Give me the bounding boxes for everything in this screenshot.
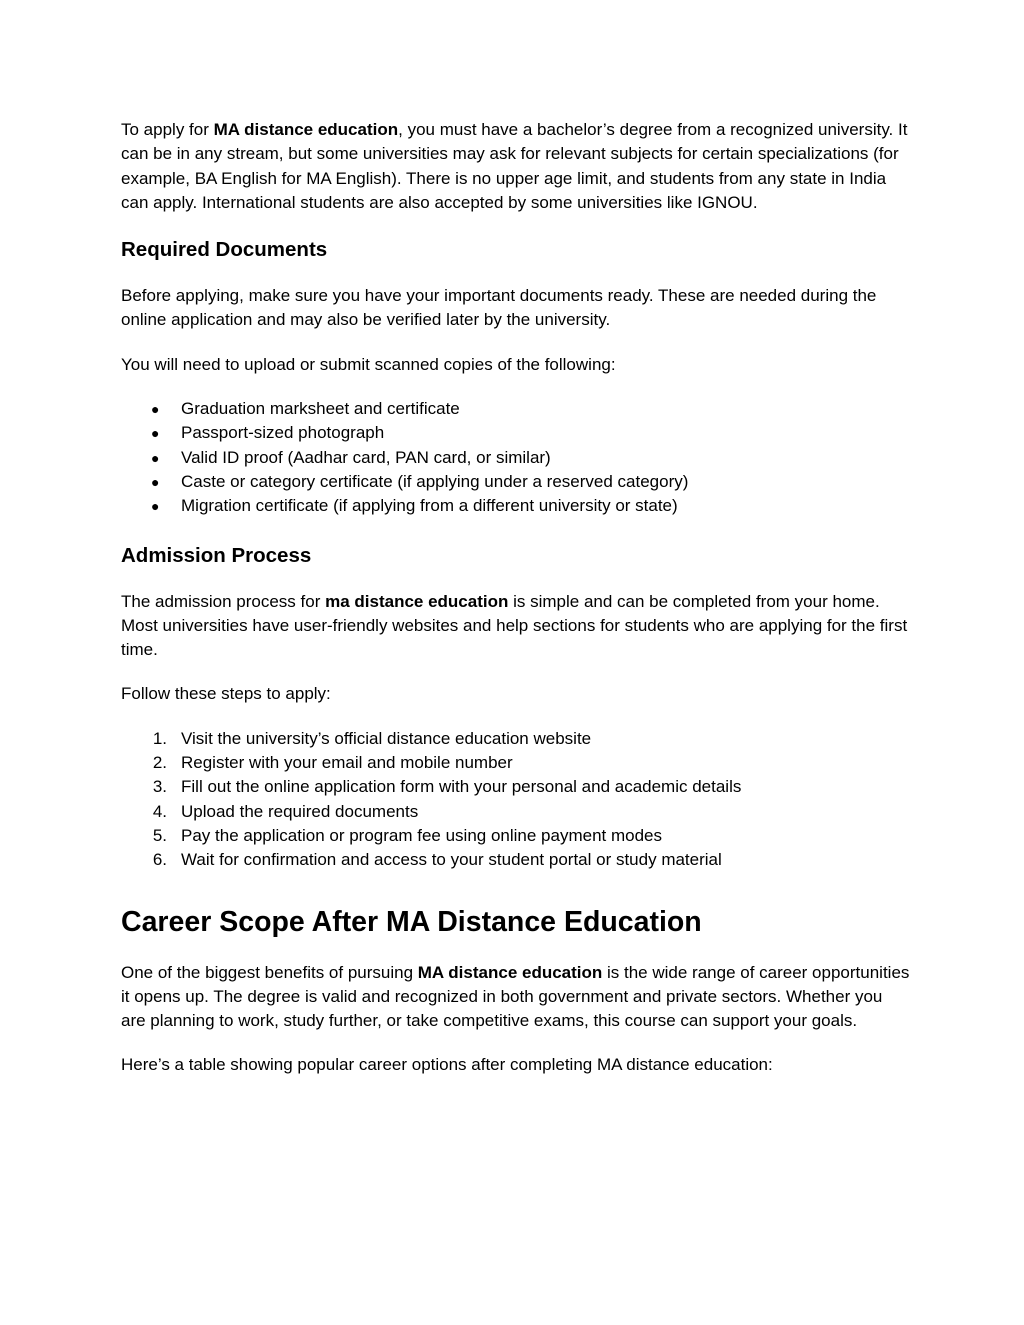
- list-item-text: Graduation marksheet and certificate: [181, 399, 460, 419]
- list-item: [121, 800, 911, 824]
- list-item: [121, 848, 911, 872]
- career-text-1: One of the biggest benefits of pursuing: [121, 962, 418, 982]
- list-item: [121, 775, 911, 799]
- steps-intro: Follow these steps to apply:: [121, 684, 331, 704]
- career-scope-heading: Career Scope After MA Distance Education: [121, 905, 702, 938]
- admission-process-heading: Admission Process: [121, 543, 312, 567]
- career-bold-term: MA distance education: [417, 962, 603, 982]
- bullet-icon: ●: [151, 473, 160, 490]
- list-item: [121, 421, 911, 445]
- career-paragraph: [121, 961, 911, 1034]
- admission-bold-term: ma distance education: [325, 591, 509, 611]
- documents-list-intro: You will need to upload or submit scanned copies of the following:: [121, 354, 616, 374]
- step-number: 4.: [152, 801, 167, 821]
- step-text: Fill out the online application form with your personal and academic details: [181, 777, 742, 797]
- intro-text-2: , you must have a bachelor’s degree from a recognized university. It can be in any stream, but some universities may ask for relevant subjects for certain specializations (for example, BA English for MA English). There is no upper age limit, and students from any state in India can apply. International students are also accepted by some universities like IGNOU.: [121, 120, 908, 212]
- list-item-text: Passport-sized photograph: [181, 423, 385, 443]
- admission-text-1: The admission process for: [121, 591, 326, 611]
- bullet-icon: ●: [151, 449, 160, 466]
- step-text: Wait for confirmation and access to your student portal or study material: [181, 850, 722, 870]
- documents-list: [121, 397, 911, 518]
- list-item-text: Caste or category certificate (if applying under a reserved category): [181, 471, 689, 491]
- step-number: 2.: [152, 753, 167, 773]
- list-item: [121, 470, 911, 494]
- documents-paragraph: Before applying, make sure you have your important documents ready. These are needed during the online application and may also be verified later by the university.: [121, 286, 877, 330]
- list-item: [121, 494, 911, 518]
- career-table-intro: Here’s a table showing popular career options after completing MA distance education:: [121, 1055, 773, 1075]
- admission-text-2: is simple and can be completed from your home. Most universities have user-friendly websites and help sections for students who are applying for the first time.: [121, 591, 908, 660]
- list-item: [121, 397, 911, 421]
- step-text: Pay the application or program fee using online payment modes: [181, 825, 663, 845]
- intro-paragraph: [121, 118, 911, 215]
- step-text: Register with your email and mobile number: [181, 753, 513, 773]
- step-number: 3.: [152, 777, 167, 797]
- list-item: [121, 824, 911, 848]
- admission-paragraph: [121, 590, 911, 663]
- bullet-icon: ●: [151, 425, 160, 442]
- intro-bold-term: MA distance education: [213, 120, 399, 139]
- list-item: [121, 446, 911, 470]
- step-text: Upload the required documents: [181, 801, 419, 821]
- steps-list: [121, 727, 911, 873]
- step-number: 5.: [152, 825, 167, 845]
- step-text: Visit the university’s official distance education website: [181, 728, 592, 748]
- bullet-icon: ●: [151, 498, 160, 515]
- bullet-icon: ●: [151, 401, 160, 418]
- required-documents-heading: Required Documents: [121, 238, 328, 262]
- step-number: 6.: [152, 850, 167, 870]
- list-item-text: Migration certificate (if applying from a different university or state): [181, 496, 678, 516]
- list-item: [121, 751, 911, 775]
- list-item-text: Valid ID proof (Aadhar card, PAN card, or similar): [181, 447, 551, 467]
- intro-text-1: To apply for: [121, 120, 214, 139]
- career-text-2: is the wide range of career opportunities it opens up. The degree is valid and recognized in both government and private sectors. Whether you are planning to work, study further, or take competitive exams, this course can support your goals.: [121, 962, 910, 1031]
- document-page: [121, 118, 911, 1078]
- list-item: [121, 727, 911, 751]
- step-number: 1.: [152, 728, 167, 748]
